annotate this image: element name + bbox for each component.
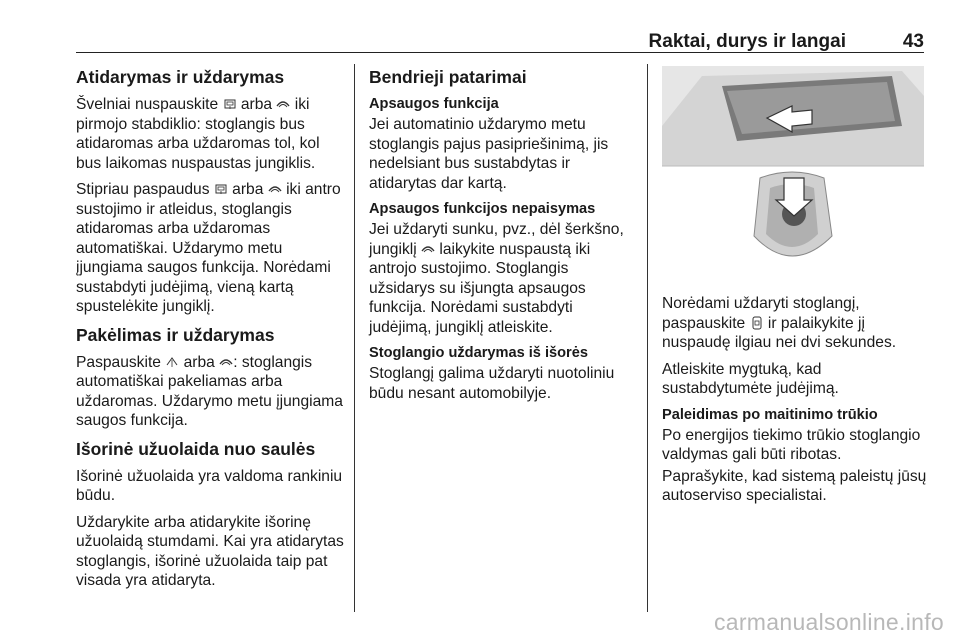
paragraph: Jei automatinio uždarymo metu stoglangis pajus pasipriešinimą, jis nedelsiant bus sustabdytas ir atidarytas dar kartą. — [369, 116, 609, 192]
paragraph: Paspauskite arba : stoglangis automatiškai pakeliamas arba uždaromas. Uždarymo metu įjungiama saugos funkcija. — [76, 353, 343, 429]
paragraph: Norėdami uždaryti stoglangį, paspauskite ir palaikykite jį nuspaudę ilgiau nei dvi sekundes. — [662, 295, 897, 351]
paragraph: Paprašykite, kad sistemą paleistų jūsų autoserviso specialistai. — [662, 467, 927, 504]
key-fob-lock-icon — [750, 316, 764, 330]
sunroof-open-icon — [223, 97, 237, 111]
subheading-remote-close: Stoglangio uždarymas iš išorės — [369, 345, 588, 361]
watermark: carmanualsonline.info — [713, 609, 944, 635]
subheading-safety: Apsaugos funkcija — [369, 96, 499, 112]
key-fob — [754, 172, 832, 256]
column-2 — [369, 66, 637, 410]
sunroof-close-icon — [276, 97, 290, 111]
sunroof-open-icon — [214, 182, 228, 196]
paragraph: Stipriau paspaudus arba iki antro sustojimo ir atleidus, stoglangis atidaromas arba uždaromas automatiškai. Uždarymo metu įjungiama saugos funkcija. Norėdami sustabdyti judėjimą, vieną kartą spustelėkite jungiklį. — [76, 181, 341, 315]
heading-open-close: Atidarymas ir uždarymas — [76, 67, 285, 87]
sunroof-close-icon — [268, 182, 282, 196]
paragraph: Uždarykite arba atidarykite išorinę užuolaidą stumdami. Kai yra atidarytas stoglangis, išorinė užuolaida taip pat visada yra atidaryta. — [76, 513, 344, 589]
sunroof-keyfob-illustration — [662, 66, 924, 286]
sunroof-close-icon — [219, 355, 233, 369]
column-divider-1 — [354, 64, 355, 612]
heading-sunshade: Išorinė užuolaida nuo saulės — [76, 438, 316, 459]
column-divider-2 — [647, 64, 648, 612]
paragraph: Atleiskite mygtuką, kad sustabdytumėte judėjimą. — [662, 360, 839, 397]
paragraph: Jei uždaryti sunku, pvz., dėl šerkšno, jungiklį laikykite nuspaustą iki antrojo sustojimo. Stoglangis užsidarys su išjungta apsaugos funkcija. Norėdami sustabdyti judėjimą, jungiklį atleiskite. — [369, 221, 624, 336]
paragraph: Po energijos tiekimo trūkio stoglangio valdymas gali būti ribotas. — [662, 426, 921, 463]
page-header — [76, 0, 924, 52]
header-title: Raktai, durys ir langai — [648, 31, 846, 52]
column-1 — [76, 66, 344, 598]
column-3 — [662, 294, 930, 513]
paragraph: Stoglangį galima uždaryti nuotoliniu būdu nesant automobilyje. — [369, 365, 615, 402]
heading-general-tips: Bendrieji patarimai — [369, 67, 527, 87]
paragraph: Išorinė užuolaida yra valdoma rankiniu būdu. — [76, 467, 343, 504]
heading-tilt: Pakėlimas ir uždarymas — [76, 324, 275, 345]
header-rule — [76, 52, 924, 53]
subheading-override: Apsaugos funkcijos nepaisymas — [369, 201, 596, 217]
page-number: 43 — [902, 31, 924, 52]
paragraph: Švelniai nuspauskite arba iki pirmojo stabdiklio: stoglangis bus atidaromas arba uždaromas tol, kol bus laikomas nuspaustas jungiklis. — [76, 96, 320, 172]
sunroof-close-icon — [421, 242, 435, 256]
tilt-icon — [165, 355, 179, 369]
subheading-power-restore: Paleidimas po maitinimo trūkio — [662, 406, 878, 423]
